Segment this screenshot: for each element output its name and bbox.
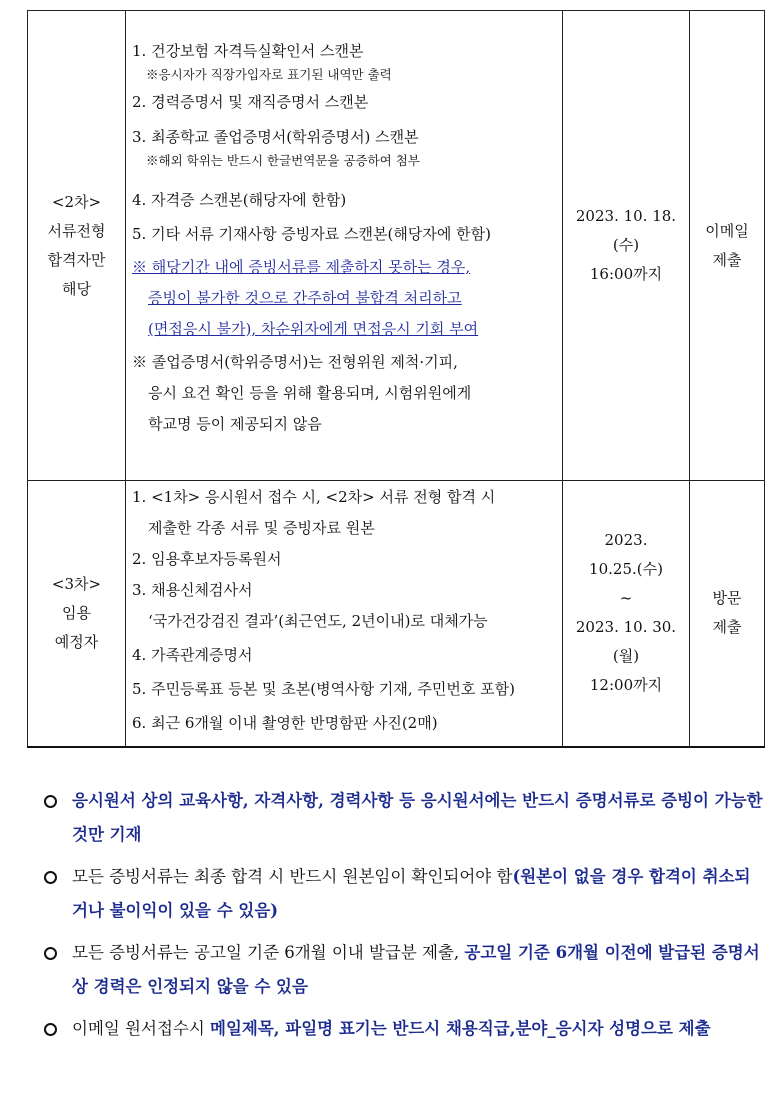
note: 응시 요건 확인 등을 위해 활용되며, 시험위원에게 xyxy=(148,384,472,402)
documents-cell xyxy=(126,481,563,747)
submission-documents-table xyxy=(27,10,765,748)
deadline-cell: 2023. 10.25.(수) ~ 2023. 10. 30.(월) 12:00까지 xyxy=(563,481,690,747)
deadline-cell: 2023. 10. 18.(수) 16:00까지 xyxy=(563,11,690,481)
note: 학교명 등이 제공되지 않음 xyxy=(148,415,322,433)
documents-cell xyxy=(126,11,563,481)
table-row xyxy=(28,481,765,747)
list-item: 5. 주민등록표 등본 및 초본(병역사항 기재, 주민번호 포함) xyxy=(132,680,515,698)
list-item: 5. 기타 서류 기재사항 증빙자료 스캔본(해당자에 한함) xyxy=(132,225,491,243)
circle-bullet-icon xyxy=(44,871,57,884)
warning-note: 증빙이 불가한 것으로 간주하여 불합격 처리하고 xyxy=(148,289,462,307)
table-row xyxy=(28,11,765,481)
list-item: 3. 최종학교 졸업증명서(학위증명서) 스캔본 xyxy=(132,128,419,146)
notice-list xyxy=(44,784,764,1054)
list-item: 1. <1차> 응시원서 접수 시, <2차> 서류 전형 합격 시 xyxy=(132,488,496,506)
note: ※ 졸업증명서(학위증명서)는 전형위원 제척·기피, xyxy=(132,353,458,371)
circle-bullet-icon xyxy=(44,947,57,960)
stage-cell: <3차> 임용 예정자 xyxy=(28,481,126,747)
list-item: 3. 채용신체검사서 xyxy=(132,581,253,599)
method-cell: 이메일 제출 xyxy=(690,11,765,481)
list-item: 4. 가족관계증명서 xyxy=(132,646,253,664)
circle-bullet-icon xyxy=(44,795,57,808)
notice-item: 응시원서 상의 교육사항, 자격사항, 경력사항 등 응시원서에는 반드시 증명서류로 증빙이 가능한 것만 기재 xyxy=(44,784,764,852)
list-item: 6. 최근 6개월 이내 촬영한 반명함판 사진(2매) xyxy=(132,714,438,732)
stage-cell: <2차> 서류전형 합격자만 해당 xyxy=(28,11,126,481)
warning-note: (면접응시 불가), 차순위자에게 면접응시 기회 부여 xyxy=(148,320,479,338)
method-cell: 방문 제출 xyxy=(690,481,765,747)
notice-item: 이메일 원서접수시 메일제목, 파일명 표기는 반드시 채용직급,분야_응시자 성명으로 제출 xyxy=(44,1012,764,1046)
sub-note: ※해외 학위는 반드시 한글번역문을 공증하여 첨부 xyxy=(146,153,420,168)
list-item: 1. 건강보험 자격득실확인서 스캔본 xyxy=(132,42,364,60)
list-item: 2. 임용후보자등록원서 xyxy=(132,550,282,568)
list-item: ‘국가건강검진 결과’(최근연도, 2년이내)로 대체가능 xyxy=(148,612,488,630)
list-item: 4. 자격증 스캔본(해당자에 한함) xyxy=(132,191,347,209)
list-item: 제출한 각종 서류 및 증빙자료 원본 xyxy=(148,519,375,537)
sub-note: ※응시자가 직장가입자로 표기된 내역만 출력 xyxy=(146,67,392,82)
notice-item: 모든 증빙서류는 공고일 기준 6개월 이내 발급분 제출, 공고일 기준 6개월 이전에 발급된 증명서상 경력은 인정되지 않을 수 있음 xyxy=(44,936,764,1004)
list-item: 2. 경력증명서 및 재직증명서 스캔본 xyxy=(132,93,369,111)
notice-item: 모든 증빙서류는 최종 합격 시 반드시 원본임이 확인되어야 함(원본이 없을 경우 합격이 취소되거나 불이익이 있을 수 있음) xyxy=(44,860,764,928)
warning-note: ※ 해당기간 내에 증빙서류를 제출하지 못하는 경우, xyxy=(132,258,471,276)
circle-bullet-icon xyxy=(44,1023,57,1036)
